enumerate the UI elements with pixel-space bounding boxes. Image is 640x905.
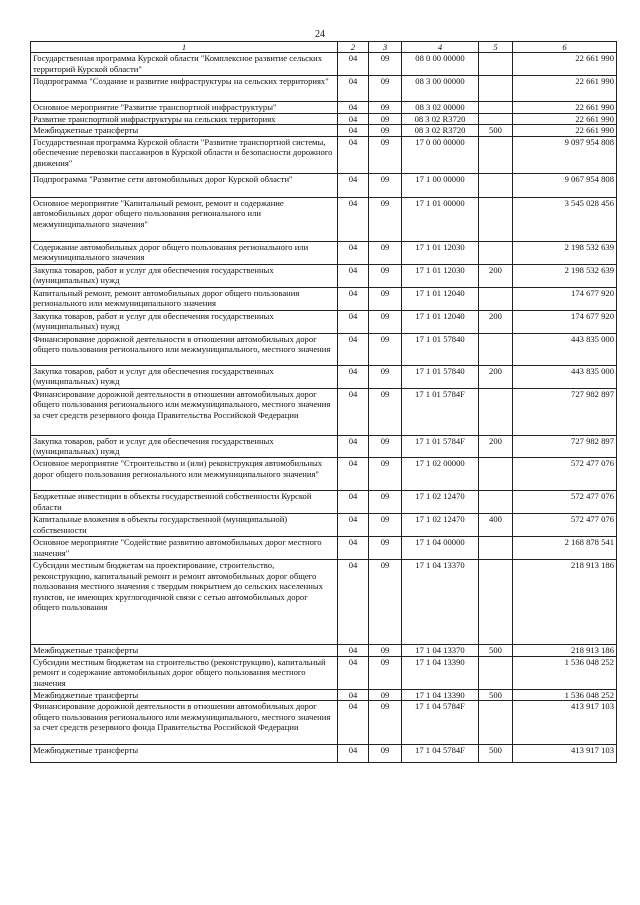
row-name: Основное мероприятие "Строительство и (или) реконструкция автомобильных дорог общего пользования регионального или межмуниципального значения"	[31, 457, 338, 490]
row-name: Финансирование дорожной деятельности в отношении автомобильных дорог общего пользования регионального или межмуниципального, местного значения	[31, 333, 338, 365]
table-row	[31, 388, 617, 435]
row-amount: 572 477 076	[513, 490, 617, 513]
row-expense-type	[479, 136, 513, 173]
row-target-article: 17 1 01 5784F	[402, 435, 479, 457]
row-expense-type: 200	[479, 310, 513, 333]
row-amount: 413 917 103	[513, 745, 617, 763]
row-expense-type	[479, 701, 513, 745]
row-expense-type	[479, 53, 513, 76]
row-subsection: 09	[369, 113, 402, 125]
column-header-3: 3	[369, 42, 402, 53]
row-subsection: 09	[369, 53, 402, 76]
row-amount: 1 536 048 252	[513, 656, 617, 689]
row-name: Закупка товаров, работ и услуг для обеспечения государственных (муниципальных) нужд	[31, 435, 338, 457]
row-section: 04	[338, 656, 369, 689]
row-section: 04	[338, 264, 369, 287]
row-expense-type	[479, 76, 513, 102]
row-expense-type	[479, 333, 513, 365]
table-row	[31, 197, 617, 241]
row-amount: 218 913 186	[513, 644, 617, 656]
table-row	[31, 435, 617, 457]
table-row	[31, 457, 617, 490]
row-target-article: 08 3 02 00000	[402, 102, 479, 114]
row-amount: 22 661 990	[513, 102, 617, 114]
row-target-article: 08 3 00 00000	[402, 76, 479, 102]
row-target-article: 17 1 02 00000	[402, 457, 479, 490]
row-section: 04	[338, 287, 369, 310]
row-subsection: 09	[369, 136, 402, 173]
row-name: Основное мероприятие "Содействие развитию автомобильных дорог местного значения"	[31, 536, 338, 559]
row-target-article: 17 1 04 5784F	[402, 701, 479, 745]
table-row	[31, 113, 617, 125]
table-row	[31, 53, 617, 76]
row-subsection: 09	[369, 197, 402, 241]
row-name: Государственная программа Курской области "Развитие транспортной системы, обеспечение перевозки пассажиров в Курской области и безопасности дорожного движения"	[31, 136, 338, 173]
row-expense-type: 200	[479, 264, 513, 287]
row-name: Межбюджетные трансферты	[31, 745, 338, 763]
row-name: Финансирование дорожной деятельности в отношении автомобильных дорог общего пользования регионального или межмуниципального, местного значения за счет средств резервного фонда Правительства Российской Федерации	[31, 388, 338, 435]
row-subsection: 09	[369, 490, 402, 513]
row-expense-type	[479, 197, 513, 241]
row-expense-type: 400	[479, 513, 513, 536]
row-section: 04	[338, 333, 369, 365]
row-expense-type: 500	[479, 689, 513, 701]
row-expense-type: 200	[479, 365, 513, 388]
row-target-article: 17 1 01 57840	[402, 365, 479, 388]
row-subsection: 09	[369, 102, 402, 114]
row-section: 04	[338, 689, 369, 701]
row-amount: 9 067 954 808	[513, 173, 617, 197]
row-subsection: 09	[369, 173, 402, 197]
row-expense-type	[479, 113, 513, 125]
row-expense-type	[479, 559, 513, 644]
row-subsection: 09	[369, 701, 402, 745]
row-section: 04	[338, 113, 369, 125]
row-section: 04	[338, 76, 369, 102]
row-amount: 3 545 028 456	[513, 197, 617, 241]
budget-table	[30, 41, 617, 763]
row-target-article: 17 1 01 12040	[402, 287, 479, 310]
row-expense-type: 500	[479, 125, 513, 137]
row-section: 04	[338, 125, 369, 137]
row-name: Капитальный ремонт, ремонт автомобильных дорог общего пользования регионального или межмуниципального значения	[31, 287, 338, 310]
column-header-2: 2	[338, 42, 369, 53]
row-amount: 22 661 990	[513, 125, 617, 137]
row-subsection: 09	[369, 365, 402, 388]
row-section: 04	[338, 490, 369, 513]
row-expense-type	[479, 388, 513, 435]
row-expense-type	[479, 490, 513, 513]
row-subsection: 09	[369, 388, 402, 435]
row-target-article: 17 0 00 00000	[402, 136, 479, 173]
row-target-article: 17 1 01 5784F	[402, 388, 479, 435]
row-amount: 2 198 532 639	[513, 264, 617, 287]
row-target-article: 08 3 02 R3720	[402, 113, 479, 125]
row-subsection: 09	[369, 333, 402, 365]
row-section: 04	[338, 513, 369, 536]
row-name: Межбюджетные трансферты	[31, 644, 338, 656]
row-expense-type	[479, 536, 513, 559]
row-target-article: 17 1 04 5784F	[402, 745, 479, 763]
row-expense-type	[479, 656, 513, 689]
row-name: Подпрограмма "Развитие сети автомобильных дорог Курской области"	[31, 173, 338, 197]
row-section: 04	[338, 559, 369, 644]
table-row	[31, 136, 617, 173]
row-section: 04	[338, 136, 369, 173]
row-subsection: 09	[369, 435, 402, 457]
row-amount: 2 198 532 639	[513, 241, 617, 264]
row-target-article: 17 1 04 00000	[402, 536, 479, 559]
table-row	[31, 701, 617, 745]
row-name: Бюджетные инвестиции в объекты государственной собственности Курской области	[31, 490, 338, 513]
row-amount: 174 677 920	[513, 287, 617, 310]
row-amount: 1 536 048 252	[513, 689, 617, 701]
row-amount: 22 661 990	[513, 113, 617, 125]
row-amount: 727 982 897	[513, 435, 617, 457]
row-name: Закупка товаров, работ и услуг для обеспечения государственных (муниципальных) нужд	[31, 264, 338, 287]
table-row	[31, 559, 617, 644]
row-amount: 2 168 878 541	[513, 536, 617, 559]
row-expense-type	[479, 287, 513, 310]
row-target-article: 17 1 01 12030	[402, 264, 479, 287]
row-name: Межбюджетные трансферты	[31, 689, 338, 701]
row-section: 04	[338, 365, 369, 388]
row-subsection: 09	[369, 125, 402, 137]
row-section: 04	[338, 173, 369, 197]
row-name: Государственная программа Курской области "Комплексное развитие сельских территорий Курской области"	[31, 53, 338, 76]
row-name: Субсидии местным бюджетам на проектирование, строительство, реконструкцию, капитальный ремонт и ремонт автомобильных дорог общего пользования местного значения с твердым покрытием до сельских населенных пунктов, не имеющих круглогодичной связи с сетью автомобильных дорог общего пользования	[31, 559, 338, 644]
row-target-article: 17 1 02 12470	[402, 513, 479, 536]
row-target-article: 17 1 04 13390	[402, 656, 479, 689]
table-row	[31, 536, 617, 559]
row-subsection: 09	[369, 689, 402, 701]
row-subsection: 09	[369, 287, 402, 310]
row-section: 04	[338, 388, 369, 435]
row-name: Закупка товаров, работ и услуг для обеспечения государственных (муниципальных) нужд	[31, 365, 338, 388]
table-row	[31, 689, 617, 701]
row-target-article: 17 1 01 12040	[402, 310, 479, 333]
row-section: 04	[338, 745, 369, 763]
table-row	[31, 173, 617, 197]
row-section: 04	[338, 701, 369, 745]
row-subsection: 09	[369, 76, 402, 102]
table-row	[31, 310, 617, 333]
page-number: 24	[315, 29, 325, 40]
row-target-article: 17 1 04 13390	[402, 689, 479, 701]
row-section: 04	[338, 457, 369, 490]
row-amount: 22 661 990	[513, 76, 617, 102]
row-target-article: 17 1 01 12030	[402, 241, 479, 264]
table-row	[31, 745, 617, 763]
row-target-article: 17 1 04 13370	[402, 559, 479, 644]
row-section: 04	[338, 53, 369, 76]
column-header-5: 5	[479, 42, 513, 53]
row-expense-type	[479, 102, 513, 114]
row-subsection: 09	[369, 457, 402, 490]
row-target-article: 08 3 02 R3720	[402, 125, 479, 137]
row-target-article: 17 1 01 57840	[402, 333, 479, 365]
row-target-article: 08 0 00 00000	[402, 53, 479, 76]
row-amount: 443 835 000	[513, 333, 617, 365]
row-subsection: 09	[369, 656, 402, 689]
table-row	[31, 241, 617, 264]
table-row	[31, 490, 617, 513]
row-target-article: 17 1 04 13370	[402, 644, 479, 656]
row-name: Межбюджетные трансферты	[31, 125, 338, 137]
row-expense-type	[479, 457, 513, 490]
row-subsection: 09	[369, 644, 402, 656]
row-expense-type: 500	[479, 745, 513, 763]
row-amount: 9 097 954 808	[513, 136, 617, 173]
table-row	[31, 365, 617, 388]
row-amount: 727 982 897	[513, 388, 617, 435]
row-subsection: 09	[369, 264, 402, 287]
row-name: Развитие транспортной инфраструктуры на сельских территориях	[31, 113, 338, 125]
row-subsection: 09	[369, 745, 402, 763]
row-amount: 572 477 076	[513, 513, 617, 536]
table-row	[31, 656, 617, 689]
table-row	[31, 264, 617, 287]
row-subsection: 09	[369, 241, 402, 264]
row-target-article: 17 1 02 12470	[402, 490, 479, 513]
row-expense-type: 500	[479, 644, 513, 656]
row-amount: 218 913 186	[513, 559, 617, 644]
row-amount: 174 677 920	[513, 310, 617, 333]
column-header-6: 6	[513, 42, 617, 53]
row-name: Субсидии местным бюджетам на строительство (реконструкцию), капитальный ремонт и содержание автомобильных дорог общего пользования местного значения	[31, 656, 338, 689]
row-expense-type	[479, 241, 513, 264]
row-section: 04	[338, 310, 369, 333]
table-row	[31, 513, 617, 536]
table-row	[31, 333, 617, 365]
row-section: 04	[338, 102, 369, 114]
row-name: Закупка товаров, работ и услуг для обеспечения государственных (муниципальных) нужд	[31, 310, 338, 333]
row-name: Финансирование дорожной деятельности в отношении автомобильных дорог общего пользования регионального или межмуниципального, местного значения за счет средств резервного фонда Правительства Российской Федерации	[31, 701, 338, 745]
row-target-article: 17 1 01 00000	[402, 197, 479, 241]
row-subsection: 09	[369, 559, 402, 644]
table-header-row	[31, 42, 617, 53]
row-section: 04	[338, 644, 369, 656]
row-amount: 22 661 990	[513, 53, 617, 76]
table-row	[31, 102, 617, 114]
row-target-article: 17 1 00 00000	[402, 173, 479, 197]
table-row	[31, 644, 617, 656]
row-section: 04	[338, 536, 369, 559]
row-name: Основное мероприятие "Капитальный ремонт, ремонт и содержание автомобильных дорог общего пользования регионального или межмуниципального значения"	[31, 197, 338, 241]
row-expense-type	[479, 173, 513, 197]
row-subsection: 09	[369, 310, 402, 333]
row-section: 04	[338, 241, 369, 264]
row-subsection: 09	[369, 513, 402, 536]
row-name: Содержание автомобильных дорог общего пользования регионального или межмуниципального значения	[31, 241, 338, 264]
column-header-4: 4	[402, 42, 479, 53]
column-header-1: 1	[31, 42, 338, 53]
row-expense-type: 200	[479, 435, 513, 457]
row-amount: 443 835 000	[513, 365, 617, 388]
row-name: Подпрограмма "Создание и развитие инфраструктуры на сельских территориях"	[31, 76, 338, 102]
table-row	[31, 287, 617, 310]
row-section: 04	[338, 435, 369, 457]
row-name: Основное мероприятие "Развитие транспортной инфраструктуры"	[31, 102, 338, 114]
table-row	[31, 76, 617, 102]
row-subsection: 09	[369, 536, 402, 559]
row-section: 04	[338, 197, 369, 241]
table-row	[31, 125, 617, 137]
row-amount: 413 917 103	[513, 701, 617, 745]
row-name: Капитальные вложения в объекты государственной (муниципальной) собственности	[31, 513, 338, 536]
row-amount: 572 477 076	[513, 457, 617, 490]
